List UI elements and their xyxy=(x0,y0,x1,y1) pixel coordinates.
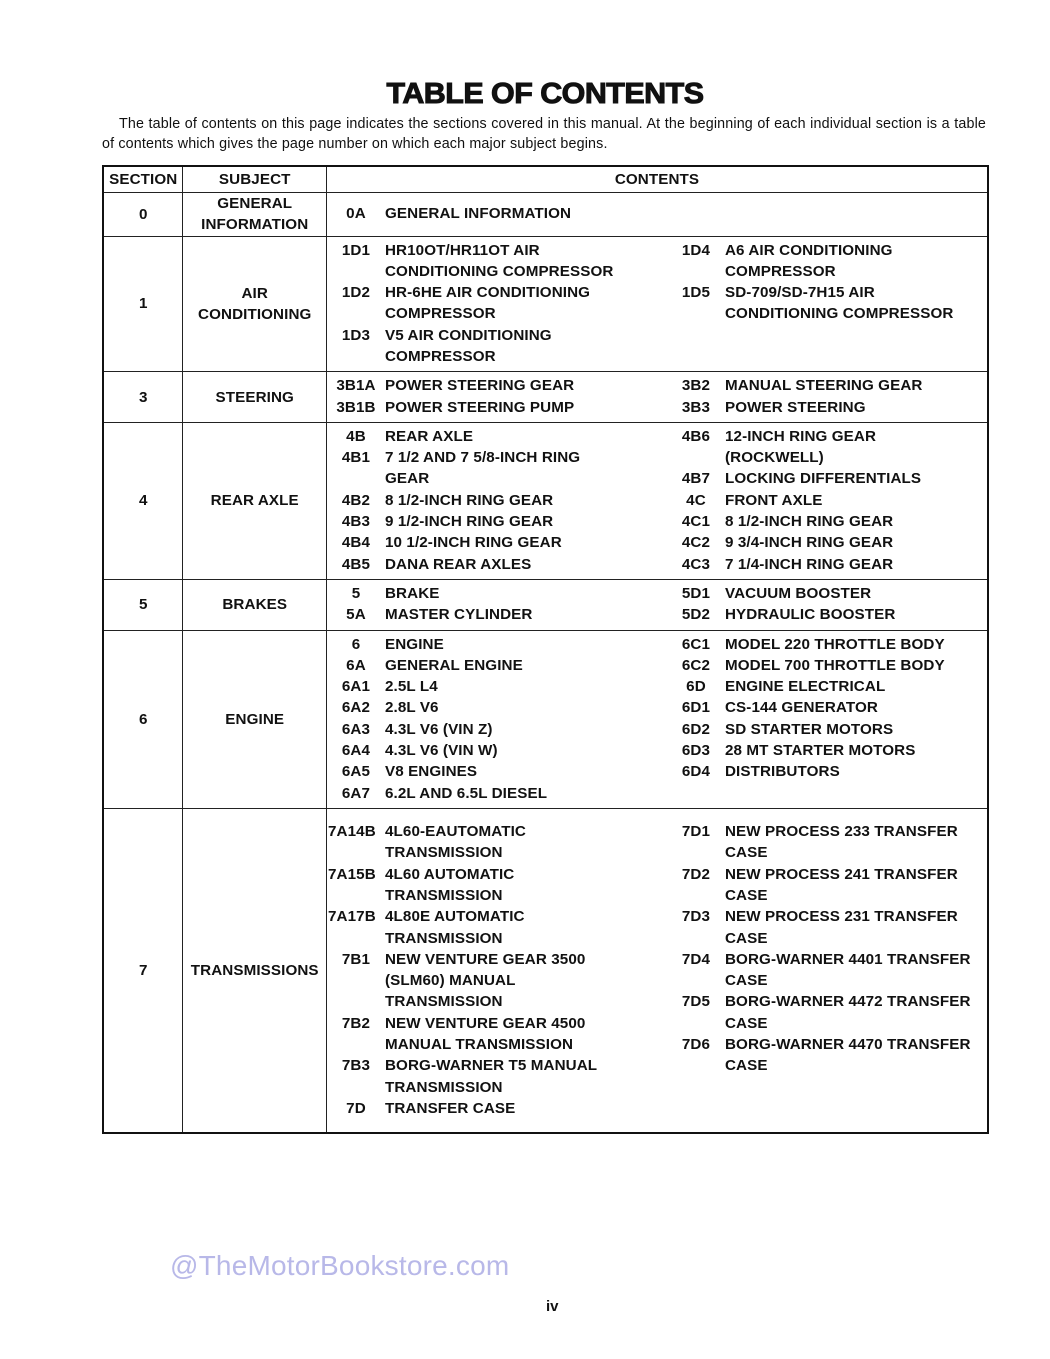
entry-title xyxy=(385,511,667,532)
entry-title xyxy=(385,490,667,511)
entry-title-line: 8 1/2-INCH RING GEAR xyxy=(384,491,554,509)
entry-title-line: 2.8L V6 xyxy=(384,699,439,717)
entry-title xyxy=(385,325,667,368)
contents-entry xyxy=(327,719,667,740)
entry-title xyxy=(385,203,667,224)
entry-code: 3B1B xyxy=(336,398,376,416)
entry-title xyxy=(725,282,987,325)
entry-title-line: BORG-WARNER T5 MANUAL xyxy=(384,1057,598,1075)
header-section: SECTION xyxy=(103,166,183,192)
entry-code: 6A2 xyxy=(341,699,371,717)
contents-entry xyxy=(667,864,987,907)
entry-title-line: BORG-WARNER 4470 TRANSFER xyxy=(724,1036,971,1054)
contents-entry xyxy=(667,240,987,283)
entry-title-line: GEAR xyxy=(384,470,430,488)
entry-code: 7D3 xyxy=(681,908,711,926)
entry-title-line: CASE xyxy=(724,1014,768,1032)
contents-column-left xyxy=(327,240,667,368)
contents-entry xyxy=(327,397,667,418)
entry-title-line: FRONT AXLE xyxy=(724,491,823,509)
entry-title-line: 8 1/2-INCH RING GEAR xyxy=(724,513,894,531)
entry-title xyxy=(385,697,667,718)
entry-code: 3B3 xyxy=(681,398,711,416)
contents-entry xyxy=(667,719,987,740)
entry-title-line: TRANSMISSION xyxy=(384,993,503,1011)
entry-title-line: NEW PROCESS 233 TRANSFER xyxy=(724,823,958,841)
entry-title xyxy=(725,532,987,553)
contents-column-left xyxy=(327,203,667,224)
entry-code: 6D1 xyxy=(681,699,711,717)
entry-title xyxy=(725,511,987,532)
entry-title xyxy=(385,906,667,949)
entry-title-line: (SLM60) MANUAL xyxy=(384,972,516,990)
subject-line: INFORMATION xyxy=(201,216,309,233)
entry-title-line: MANUAL STEERING GEAR xyxy=(724,377,923,395)
table-row xyxy=(103,579,988,630)
entry-code: 6C1 xyxy=(681,635,711,653)
entry-title xyxy=(725,740,987,761)
subject-cell xyxy=(183,192,327,236)
header-subject: SUBJECT xyxy=(183,166,327,192)
entry-code: 4B7 xyxy=(681,470,711,488)
contents-entry xyxy=(327,949,667,1013)
entry-title-line: 4L60-EAUTOMATIC xyxy=(384,823,526,841)
entry-title xyxy=(725,719,987,740)
entry-title-line: SD-709/SD-7H15 AIR xyxy=(724,284,875,302)
entry-code: 4B5 xyxy=(341,555,371,573)
entry-code: 6D xyxy=(686,678,706,696)
contents-entry xyxy=(327,604,667,625)
entry-title xyxy=(385,740,667,761)
entry-title-line: COMPRESSOR xyxy=(384,347,496,365)
contents-entry xyxy=(327,511,667,532)
entry-title xyxy=(385,783,667,804)
entry-code: 5D1 xyxy=(681,584,711,602)
contents-entry xyxy=(667,397,987,418)
contents-entry xyxy=(327,1055,667,1098)
entry-title xyxy=(725,583,987,604)
entry-title-line: DISTRIBUTORS xyxy=(724,763,840,781)
entry-code: 3B2 xyxy=(681,377,711,395)
contents-entry xyxy=(667,282,987,325)
entry-title-line: HR-6HE AIR CONDITIONING xyxy=(384,284,591,302)
entry-title xyxy=(725,468,987,489)
entry-title-line: MODEL 220 THROTTLE BODY xyxy=(724,635,945,653)
subject-cell xyxy=(183,422,327,579)
subject-cell xyxy=(183,579,327,630)
entry-code: 1D2 xyxy=(341,284,371,302)
entry-title xyxy=(385,426,667,447)
header-contents: CONTENTS xyxy=(326,166,988,192)
entry-title xyxy=(385,634,667,655)
entry-code: 6D4 xyxy=(681,763,711,781)
entry-title-line: TRANSMISSION xyxy=(384,886,503,904)
contents-entry xyxy=(327,634,667,655)
contents-entry xyxy=(667,949,987,992)
contents-entry xyxy=(327,282,667,325)
entry-title xyxy=(385,1055,667,1098)
entry-code: 7D4 xyxy=(681,950,711,968)
contents-cell xyxy=(326,422,988,579)
subject-line: REAR AXLE xyxy=(210,492,299,510)
entry-code: 4B xyxy=(346,427,366,445)
entry-title-line: NEW VENTURE GEAR 3500 xyxy=(384,950,586,968)
entry-title xyxy=(385,864,667,907)
entry-code: 6A4 xyxy=(341,742,371,760)
entry-title-line: 9 1/2-INCH RING GEAR xyxy=(384,513,554,531)
entry-code: 1D1 xyxy=(341,241,371,259)
entry-title-line: VACUUM BOOSTER xyxy=(724,584,872,602)
entry-title-line: CS-144 GENERATOR xyxy=(724,699,878,717)
entry-code: 4B4 xyxy=(341,534,371,552)
entry-code: 4C2 xyxy=(681,534,711,552)
contents-entry xyxy=(327,532,667,553)
subject-line: AIR xyxy=(241,284,268,302)
entry-title-line: HR10OT/HR11OT AIR xyxy=(384,241,540,259)
entry-title-line: 28 MT STARTER MOTORS xyxy=(724,742,916,760)
entry-title-line: 4L60 AUTOMATIC xyxy=(384,865,515,883)
contents-entry xyxy=(327,783,667,804)
contents-entry xyxy=(327,821,667,864)
entry-code: 7A14B xyxy=(327,823,376,841)
entry-code: 5 xyxy=(351,584,361,602)
entry-title-line: POWER STEERING GEAR xyxy=(384,377,575,395)
entry-title xyxy=(385,1013,667,1056)
entry-title xyxy=(725,1034,987,1077)
entry-title-line: 7 1/2 AND 7 5/8-INCH RING xyxy=(384,449,581,467)
entry-title-line: CASE xyxy=(724,844,768,862)
entry-title xyxy=(725,490,987,511)
entry-title xyxy=(725,604,987,625)
entry-title xyxy=(725,991,987,1034)
section-number: 5 xyxy=(103,579,183,630)
entry-title xyxy=(725,634,987,655)
entry-title-line: 4L80E AUTOMATIC xyxy=(384,908,525,926)
section-number: 3 xyxy=(103,372,183,423)
entry-code: 4B6 xyxy=(681,427,711,445)
contents-entry xyxy=(667,740,987,761)
section-number: 0 xyxy=(103,192,183,236)
contents-entry xyxy=(667,583,987,604)
entry-title-line: TRANSFER CASE xyxy=(384,1099,516,1117)
entry-title-line: BRAKE xyxy=(384,584,440,602)
entry-title-line: HYDRAULIC BOOSTER xyxy=(724,606,896,624)
contents-entry xyxy=(667,821,987,864)
contents-cell xyxy=(326,236,988,372)
entry-code: 7D1 xyxy=(681,823,711,841)
entry-title-line: GENERAL ENGINE xyxy=(384,656,523,674)
entry-title xyxy=(725,397,987,418)
entry-title xyxy=(725,761,987,782)
contents-entry xyxy=(327,697,667,718)
entry-title xyxy=(385,447,667,490)
entry-title xyxy=(385,240,667,283)
entry-code: 7D xyxy=(346,1099,366,1117)
entry-code: 7B2 xyxy=(341,1014,371,1032)
entry-title-line: A6 AIR CONDITIONING xyxy=(724,241,893,259)
entry-code: 4B2 xyxy=(341,491,371,509)
section-number: 4 xyxy=(103,422,183,579)
entry-title-line: CASE xyxy=(724,886,768,904)
contents-entry xyxy=(327,761,667,782)
entry-code: 1D5 xyxy=(681,284,711,302)
contents-entry xyxy=(667,1034,987,1077)
contents-cell xyxy=(326,808,988,1133)
intro-paragraph xyxy=(102,115,986,154)
entry-title-line: CASE xyxy=(724,972,768,990)
contents-entry xyxy=(327,906,667,949)
entry-title-line: POWER STEERING PUMP xyxy=(384,398,575,416)
contents-cell xyxy=(326,579,988,630)
entry-code: 7A15B xyxy=(327,865,376,883)
entry-code: 6 xyxy=(351,635,361,653)
entry-title xyxy=(385,821,667,864)
contents-entry xyxy=(667,697,987,718)
page-title: TABLE OF CONTENTS xyxy=(386,78,704,110)
entry-title xyxy=(385,583,667,604)
contents-entry xyxy=(667,604,987,625)
entry-title xyxy=(725,949,987,992)
contents-entry xyxy=(327,240,667,283)
subject-line: BRAKES xyxy=(222,596,288,614)
entry-code: 6D2 xyxy=(681,720,711,738)
contents-entry xyxy=(327,375,667,396)
entry-title-line: NEW PROCESS 241 TRANSFER xyxy=(724,865,958,883)
contents-entry xyxy=(327,676,667,697)
contents-entry xyxy=(667,468,987,489)
contents-column-left xyxy=(327,821,667,1119)
entry-title-line: 2.5L L4 xyxy=(384,678,438,696)
entry-title-line: NEW PROCESS 231 TRANSFER xyxy=(724,908,958,926)
contents-entry xyxy=(667,676,987,697)
table-header-row xyxy=(103,166,988,192)
entry-title xyxy=(385,676,667,697)
entry-code: 6A3 xyxy=(341,720,371,738)
entry-title-line: GENERAL INFORMATION xyxy=(384,204,572,222)
entry-title xyxy=(385,554,667,575)
entry-title-line: V5 AIR CONDITIONING xyxy=(384,326,552,344)
table-row xyxy=(103,422,988,579)
contents-entry xyxy=(327,325,667,368)
contents-entry xyxy=(667,532,987,553)
entry-title xyxy=(385,761,667,782)
entry-title-line: TRANSMISSION xyxy=(384,844,503,862)
subject-line: CONDITIONING xyxy=(198,305,312,323)
entry-title-line: BORG-WARNER 4401 TRANSFER xyxy=(724,950,971,968)
entry-code: 1D3 xyxy=(341,326,371,344)
entry-title xyxy=(385,949,667,1013)
entry-code: 4C1 xyxy=(681,513,711,531)
contents-entry xyxy=(327,554,667,575)
entry-title xyxy=(385,719,667,740)
contents-cell xyxy=(326,192,988,236)
entry-title-line: TRANSMISSION xyxy=(384,1078,503,1096)
contents-column-left xyxy=(327,375,667,418)
contents-column-left xyxy=(327,634,667,804)
entry-title-line: 6.2L AND 6.5L DIESEL xyxy=(384,784,548,802)
table-row xyxy=(103,808,988,1133)
entry-title xyxy=(725,554,987,575)
contents-entry xyxy=(327,1013,667,1056)
contents-entry xyxy=(667,375,987,396)
entry-code: 7B1 xyxy=(341,950,371,968)
entry-code: 6C2 xyxy=(681,656,711,674)
contents-entry xyxy=(667,761,987,782)
contents-entry xyxy=(327,655,667,676)
contents-entry xyxy=(327,490,667,511)
entry-title xyxy=(385,397,667,418)
entry-title-line: 12-INCH RING GEAR xyxy=(724,427,877,445)
toc-table xyxy=(102,165,989,1134)
contents-cell xyxy=(326,630,988,808)
entry-title-line: MASTER CYLINDER xyxy=(384,606,533,624)
contents-entry xyxy=(327,203,667,224)
contents-entry xyxy=(667,634,987,655)
subject-line: GENERAL xyxy=(217,195,293,212)
entry-code: 0A xyxy=(346,204,366,222)
contents-entry xyxy=(667,554,987,575)
contents-cell xyxy=(326,372,988,423)
entry-title xyxy=(725,240,987,283)
entry-title-line: ENGINE xyxy=(384,635,444,653)
entry-title-line: 4.3L V6 (VIN Z) xyxy=(384,720,493,738)
entry-title xyxy=(725,655,987,676)
entry-code: 4C xyxy=(686,491,706,509)
contents-column-right xyxy=(667,203,987,224)
entry-code: 7B3 xyxy=(341,1057,371,1075)
entry-title-line: CONDITIONING COMPRESSOR xyxy=(724,305,954,323)
section-number: 7 xyxy=(103,808,183,1133)
contents-column-right xyxy=(667,426,987,575)
entry-title-line: COMPRESSOR xyxy=(724,262,836,280)
entry-title-line: POWER STEERING xyxy=(724,398,866,416)
entry-title-line: V8 ENGINES xyxy=(384,763,478,781)
entry-title xyxy=(725,864,987,907)
entry-title-line: REAR AXLE xyxy=(384,427,474,445)
entry-title-line: 10 1/2-INCH RING GEAR xyxy=(384,534,562,552)
entry-code: 6A5 xyxy=(341,763,371,781)
entry-title-line: MANUAL TRANSMISSION xyxy=(384,1036,574,1054)
section-number: 1 xyxy=(103,236,183,372)
entry-title-line: CONDITIONING COMPRESSOR xyxy=(384,262,614,280)
contents-entry xyxy=(327,426,667,447)
entry-title xyxy=(725,676,987,697)
entry-title-line: LOCKING DIFFERENTIALS xyxy=(724,470,922,488)
entry-code: 7D6 xyxy=(681,1036,711,1054)
table-row xyxy=(103,192,988,236)
subject-line: TRANSMISSIONS xyxy=(190,962,319,980)
entry-title-line: ENGINE ELECTRICAL xyxy=(724,678,886,696)
entry-title-line: 4.3L V6 (VIN W) xyxy=(384,742,498,760)
entry-code: 5A xyxy=(346,606,366,624)
entry-title-line: DANA REAR AXLES xyxy=(384,555,532,573)
contents-entry xyxy=(667,991,987,1034)
page-number: iv xyxy=(546,1298,559,1315)
subject-line: STEERING xyxy=(215,388,294,406)
entry-title-line: BORG-WARNER 4472 TRANSFER xyxy=(724,993,971,1011)
entry-title xyxy=(725,426,987,469)
intro-text: The table of contents on this page indicates the sections covered in this manual. At the beginning of each individual section is a table of contents which gives the page number on which each major subject begins. xyxy=(102,116,986,152)
entry-code: 1D4 xyxy=(681,241,711,259)
entry-code: 7D2 xyxy=(681,865,711,883)
entry-title xyxy=(385,532,667,553)
entry-title xyxy=(725,821,987,864)
subject-cell xyxy=(183,236,327,372)
table-row xyxy=(103,236,988,372)
entry-code: 4B1 xyxy=(341,449,371,467)
contents-column-right xyxy=(667,821,987,1119)
contents-entry xyxy=(327,1098,667,1119)
entry-code: 6D3 xyxy=(681,742,711,760)
entry-title-line: TRANSMISSION xyxy=(384,929,503,947)
contents-entry xyxy=(667,426,987,469)
contents-entry xyxy=(667,511,987,532)
contents-entry xyxy=(327,447,667,490)
subject-cell xyxy=(183,630,327,808)
contents-column-right xyxy=(667,240,987,368)
contents-column-right xyxy=(667,634,987,804)
contents-column-right xyxy=(667,583,987,626)
table-row xyxy=(103,372,988,423)
contents-entry xyxy=(667,655,987,676)
contents-column-left xyxy=(327,426,667,575)
entry-title xyxy=(725,906,987,949)
entry-title-line: (ROCKWELL) xyxy=(724,449,824,467)
entry-code: 6A7 xyxy=(341,784,371,802)
watermark: @TheMotorBookstore.com xyxy=(170,1250,510,1281)
entry-code: 4C3 xyxy=(681,555,711,573)
entry-title-line: COMPRESSOR xyxy=(384,305,496,323)
entry-code: 7D5 xyxy=(681,993,711,1011)
contents-entry xyxy=(327,864,667,907)
entry-title xyxy=(385,375,667,396)
entry-title-line: SD STARTER MOTORS xyxy=(724,720,894,738)
entry-title-line: 7 1/4-INCH RING GEAR xyxy=(724,555,894,573)
contents-entry xyxy=(667,490,987,511)
contents-entry xyxy=(667,906,987,949)
entry-title xyxy=(385,604,667,625)
entry-title xyxy=(725,375,987,396)
entry-code: 5D2 xyxy=(681,606,711,624)
entry-title-line: CASE xyxy=(724,929,768,947)
entry-title-line: MODEL 700 THROTTLE BODY xyxy=(724,656,945,674)
table-row xyxy=(103,630,988,808)
entry-title-line: NEW VENTURE GEAR 4500 xyxy=(384,1014,586,1032)
entry-title xyxy=(725,697,987,718)
subject-line: ENGINE xyxy=(225,710,285,728)
entry-title-line: CASE xyxy=(724,1057,768,1075)
contents-entry xyxy=(327,740,667,761)
entry-code: 6A xyxy=(346,656,366,674)
entry-code: 4B3 xyxy=(341,513,371,531)
entry-title xyxy=(385,282,667,325)
contents-entry xyxy=(327,583,667,604)
entry-code: 3B1A xyxy=(336,377,376,395)
contents-column-left xyxy=(327,583,667,626)
entry-title xyxy=(385,1098,667,1119)
entry-code: 6A1 xyxy=(341,678,371,696)
section-number: 6 xyxy=(103,630,183,808)
contents-column-right xyxy=(667,375,987,418)
entry-title-line: 9 3/4-INCH RING GEAR xyxy=(724,534,894,552)
entry-title xyxy=(385,655,667,676)
subject-cell xyxy=(183,372,327,423)
entry-code: 7A17B xyxy=(327,908,376,926)
subject-cell xyxy=(183,808,327,1133)
